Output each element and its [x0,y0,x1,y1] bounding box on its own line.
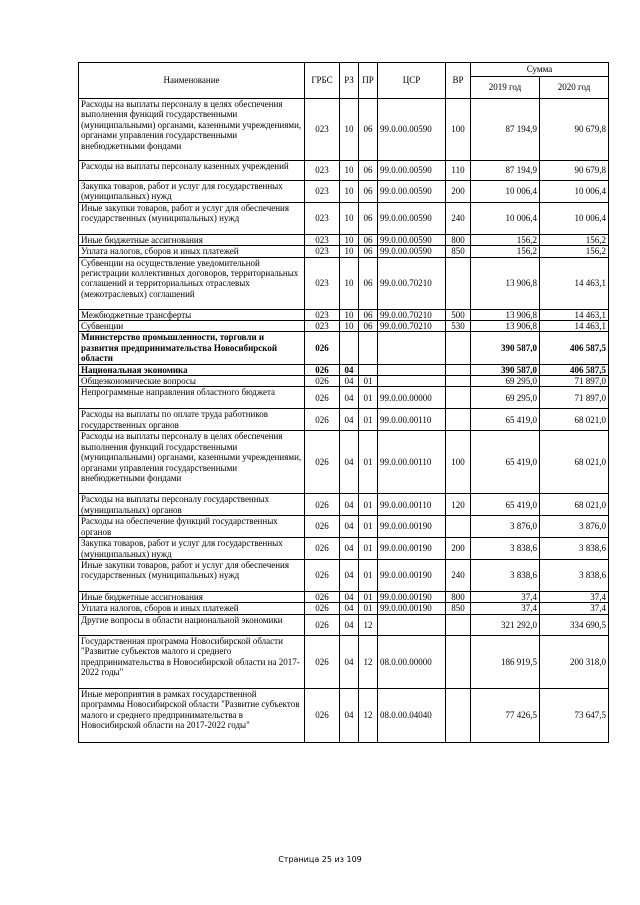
cell-rz: 04 [340,431,359,494]
col-header-csr: ЦСР [378,63,446,99]
cell-name: Расходы на выплаты персоналу казенных учреждений [79,161,305,181]
cell-name: Межбюджетные трансферты [79,309,305,320]
cell-csr: 08.0.00.04040 [378,688,446,742]
cell-rz: 04 [340,538,359,560]
cell-name: Общеэкономические вопросы [79,376,305,387]
cell-y2019: 156,2 [471,246,540,257]
cell-vr [446,387,471,409]
cell-name: Закупка товаров, работ и услуг для государственных (муниципальных) нужд [79,181,305,203]
cell-y2020: 90 679,8 [540,161,609,181]
cell-csr: 99.0.00.00590 [378,234,446,245]
page-footer: Страница 25 из 109 [278,855,362,864]
cell-rz: 04 [340,376,359,387]
cell-rz: 04 [340,494,359,516]
cell-pr [359,332,378,364]
cell-name: Расходы на выплаты персоналу государственных (муниципальных) органов [79,494,305,516]
cell-rz: 04 [340,603,359,614]
cell-grbs: 026 [305,409,340,431]
table-row [79,332,609,364]
cell-y2019: 37,4 [471,591,540,602]
table-row [79,494,609,516]
table-row [79,234,609,245]
cell-grbs: 023 [305,99,340,161]
cell-name: Субвенции на осуществление уведомительной регистрации коллективных договоров, территориальных соглашений и территориальных отраслевых (межотраслевых) соглашений [79,257,305,309]
cell-y2020: 71 897,0 [540,387,609,409]
cell-vr [446,332,471,364]
cell-name: Расходы на выплаты персоналу в целях обеспечения выполнения функций государственными (муниципальными) органами, казенными учреждениями, органами управления государственными внебюджетными фондами [79,431,305,494]
cell-vr: 500 [446,309,471,320]
cell-grbs: 026 [305,376,340,387]
cell-y2020: 10 006,4 [540,202,609,234]
cell-rz: 10 [340,257,359,309]
cell-csr [378,364,446,375]
cell-vr [446,635,471,688]
table-row [79,202,609,234]
cell-grbs: 026 [305,603,340,614]
cell-y2019: 3 876,0 [471,516,540,538]
cell-pr: 01 [359,387,378,409]
cell-y2019: 3 838,6 [471,559,540,591]
cell-grbs: 023 [305,202,340,234]
cell-vr: 120 [446,494,471,516]
cell-vr [446,614,471,635]
cell-y2019: 186 919,5 [471,635,540,688]
cell-csr: 99.0.00.00110 [378,431,446,494]
cell-grbs: 026 [305,688,340,742]
cell-vr [446,364,471,375]
cell-rz: 10 [340,246,359,257]
cell-grbs: 026 [305,516,340,538]
cell-y2020: 73 647,5 [540,688,609,742]
cell-vr [446,688,471,742]
col-header-2020: 2020 год [540,77,609,99]
cell-y2019: 10 006,4 [471,181,540,203]
cell-pr: 01 [359,494,378,516]
col-header-2019: 2019 год [471,77,540,99]
table-row [79,99,609,161]
cell-vr [446,376,471,387]
cell-y2019: 10 006,4 [471,202,540,234]
table-row [79,559,609,591]
cell-pr: 06 [359,181,378,203]
cell-rz: 10 [340,234,359,245]
cell-grbs: 023 [305,234,340,245]
cell-name: Другие вопросы в области национальной экономики [79,614,305,635]
cell-pr: 01 [359,591,378,602]
cell-pr: 06 [359,246,378,257]
cell-y2020: 14 463,1 [540,321,609,332]
cell-grbs: 026 [305,332,340,364]
table-row [79,538,609,560]
cell-y2020: 406 587,5 [540,364,609,375]
col-header-vr: ВР [446,63,471,99]
cell-name: Уплата налогов, сборов и иных платежей [79,246,305,257]
cell-pr: 06 [359,161,378,181]
cell-y2020: 156,2 [540,234,609,245]
cell-y2020: 406 587,5 [540,332,609,364]
cell-csr: 99.0.00.00190 [378,538,446,560]
table-row [79,321,609,332]
table-row [79,591,609,602]
cell-y2019: 69 295,0 [471,376,540,387]
cell-vr: 530 [446,321,471,332]
cell-rz: 04 [340,409,359,431]
cell-y2019: 321 292,0 [471,614,540,635]
cell-name: Министерство промышленности, торговли и развития предпринимательства Новосибирской области [79,332,305,364]
table-row [79,246,609,257]
cell-grbs: 023 [305,181,340,203]
cell-pr: 06 [359,309,378,320]
cell-name: Расходы на выплаты персоналу в целях обеспечения выполнения функций государственными (муниципальными) органами, казенными учреждениями, органами управления государственными внебюджетными фондами [79,99,305,161]
cell-rz: 04 [340,635,359,688]
cell-name: Национальная экономика [79,364,305,375]
cell-y2020: 3 838,6 [540,559,609,591]
table-row [79,161,609,181]
cell-rz: 04 [340,688,359,742]
cell-vr [446,516,471,538]
cell-rz: 10 [340,202,359,234]
cell-pr: 01 [359,603,378,614]
cell-vr: 200 [446,181,471,203]
table-row [79,614,609,635]
col-header-rz: РЗ [340,63,359,99]
table-row [79,364,609,375]
cell-csr: 99.0.00.00190 [378,591,446,602]
cell-grbs: 026 [305,591,340,602]
cell-csr: 99.0.00.00590 [378,99,446,161]
cell-y2020: 3 876,0 [540,516,609,538]
cell-name: Иные мероприятия в рамках государственной программы Новосибирской области "Развитие субъектов малого и среднего предпринимательства в Новосибирской области на 2017-2022 годы" [79,688,305,742]
cell-y2020: 37,4 [540,603,609,614]
table-row [79,181,609,203]
cell-y2019: 156,2 [471,234,540,245]
cell-csr: 99.0.00.00590 [378,181,446,203]
cell-y2020: 14 463,1 [540,257,609,309]
table-row [79,387,609,409]
cell-name: Уплата налогов, сборов и иных платежей [79,603,305,614]
cell-y2019: 87 194,9 [471,99,540,161]
cell-y2019: 87 194,9 [471,161,540,181]
cell-y2020: 14 463,1 [540,309,609,320]
col-header-sum: Сумма [471,63,609,77]
cell-y2019: 65 419,0 [471,409,540,431]
cell-csr: 99.0.00.00000 [378,387,446,409]
cell-pr: 06 [359,202,378,234]
table-row [79,516,609,538]
cell-y2020: 68 021,0 [540,494,609,516]
cell-vr: 100 [446,431,471,494]
cell-y2019: 390 587,0 [471,364,540,375]
cell-grbs: 023 [305,309,340,320]
cell-csr: 99.0.00.00110 [378,494,446,516]
cell-csr: 99.0.00.00190 [378,559,446,591]
cell-y2019: 13 906,8 [471,321,540,332]
cell-name: Иные закупки товаров, работ и услуг для обеспечения государственных (муниципальных) нужд [79,202,305,234]
cell-grbs: 026 [305,559,340,591]
cell-csr: 99.0.00.00190 [378,516,446,538]
cell-csr: 99.0.00.70210 [378,309,446,320]
cell-rz: 10 [340,181,359,203]
cell-grbs: 026 [305,494,340,516]
cell-vr: 100 [446,99,471,161]
cell-name: Закупка товаров, работ и услуг для государственных (муниципальных) нужд [79,538,305,560]
cell-rz: 04 [340,591,359,602]
cell-rz: 10 [340,321,359,332]
cell-y2020: 156,2 [540,246,609,257]
cell-y2019: 65 419,0 [471,431,540,494]
cell-csr [378,614,446,635]
cell-vr: 850 [446,246,471,257]
cell-y2020: 68 021,0 [540,431,609,494]
cell-csr: 99.0.00.00590 [378,161,446,181]
cell-csr: 99.0.00.70210 [378,321,446,332]
cell-y2019: 77 426,5 [471,688,540,742]
cell-y2020: 3 838,6 [540,538,609,560]
cell-name: Расходы на обеспечение функций государственных органов [79,516,305,538]
cell-name: Субвенции [79,321,305,332]
cell-rz: 10 [340,309,359,320]
cell-pr: 12 [359,614,378,635]
cell-pr: 06 [359,257,378,309]
cell-y2019: 13 906,8 [471,257,540,309]
cell-y2019: 69 295,0 [471,387,540,409]
cell-grbs: 026 [305,387,340,409]
cell-name: Расходы на выплаты по оплате труда работников государственных органов [79,409,305,431]
cell-pr: 01 [359,409,378,431]
cell-pr: 12 [359,635,378,688]
cell-vr: 200 [446,538,471,560]
cell-rz: 04 [340,559,359,591]
cell-csr: 08.0.00.00000 [378,635,446,688]
budget-table [78,62,609,743]
cell-grbs: 023 [305,246,340,257]
cell-y2019: 3 838,6 [471,538,540,560]
table-row [79,409,609,431]
cell-y2020: 37,4 [540,591,609,602]
cell-name: Иные закупки товаров, работ и услуг для обеспечения государственных (муниципальных) нужд [79,559,305,591]
cell-csr [378,332,446,364]
table-row [79,376,609,387]
cell-y2020: 68 021,0 [540,409,609,431]
cell-vr [446,257,471,309]
cell-pr: 06 [359,234,378,245]
cell-vr: 110 [446,161,471,181]
cell-rz: 10 [340,161,359,181]
table-row [79,431,609,494]
cell-y2020: 200 318,0 [540,635,609,688]
cell-name: Непрограммные направления областного бюджета [79,387,305,409]
cell-csr: 99.0.00.00590 [378,202,446,234]
cell-pr: 01 [359,538,378,560]
cell-y2019: 390 587,0 [471,332,540,364]
cell-grbs: 026 [305,364,340,375]
cell-vr: 800 [446,234,471,245]
cell-csr: 99.0.00.00590 [378,246,446,257]
cell-y2019: 65 419,0 [471,494,540,516]
cell-y2020: 10 006,4 [540,181,609,203]
cell-rz: 04 [340,516,359,538]
cell-pr: 06 [359,321,378,332]
cell-pr: 01 [359,376,378,387]
cell-vr: 800 [446,591,471,602]
cell-csr: 99.0.00.00190 [378,603,446,614]
cell-y2020: 71 897,0 [540,376,609,387]
cell-y2020: 334 690,5 [540,614,609,635]
table-row [79,688,609,742]
cell-csr: 99.0.00.70210 [378,257,446,309]
cell-rz [340,332,359,364]
cell-grbs: 023 [305,161,340,181]
cell-pr [359,364,378,375]
cell-pr: 01 [359,516,378,538]
cell-y2019: 37,4 [471,603,540,614]
cell-grbs: 023 [305,257,340,309]
col-header-grbs: ГРБС [305,63,340,99]
cell-grbs: 026 [305,431,340,494]
cell-y2020: 90 679,8 [540,99,609,161]
cell-y2019: 13 906,8 [471,309,540,320]
cell-csr: 99.0.00.00110 [378,409,446,431]
table-body [79,99,609,743]
cell-vr: 240 [446,559,471,591]
cell-rz: 04 [340,614,359,635]
cell-grbs: 023 [305,321,340,332]
col-header-pr: ПР [359,63,378,99]
cell-pr: 12 [359,688,378,742]
cell-vr [446,409,471,431]
cell-rz: 10 [340,99,359,161]
table-row [79,309,609,320]
cell-vr: 850 [446,603,471,614]
cell-pr: 01 [359,559,378,591]
cell-pr: 06 [359,99,378,161]
col-header-name: Наименование [79,63,305,99]
cell-name: Иные бюджетные ассигнования [79,591,305,602]
cell-pr: 01 [359,431,378,494]
cell-name: Иные бюджетные ассигнования [79,234,305,245]
cell-vr: 240 [446,202,471,234]
cell-csr [378,376,446,387]
cell-rz: 04 [340,387,359,409]
cell-name: Государственная программа Новосибирской области "Развитие субъектов малого и среднего предпринимательства в Новосибирской области на 2017-2022 годы" [79,635,305,688]
cell-rz: 04 [340,364,359,375]
table-row [79,635,609,688]
table-row [79,257,609,309]
cell-grbs: 026 [305,635,340,688]
table-row [79,603,609,614]
cell-grbs: 026 [305,538,340,560]
cell-grbs: 026 [305,614,340,635]
